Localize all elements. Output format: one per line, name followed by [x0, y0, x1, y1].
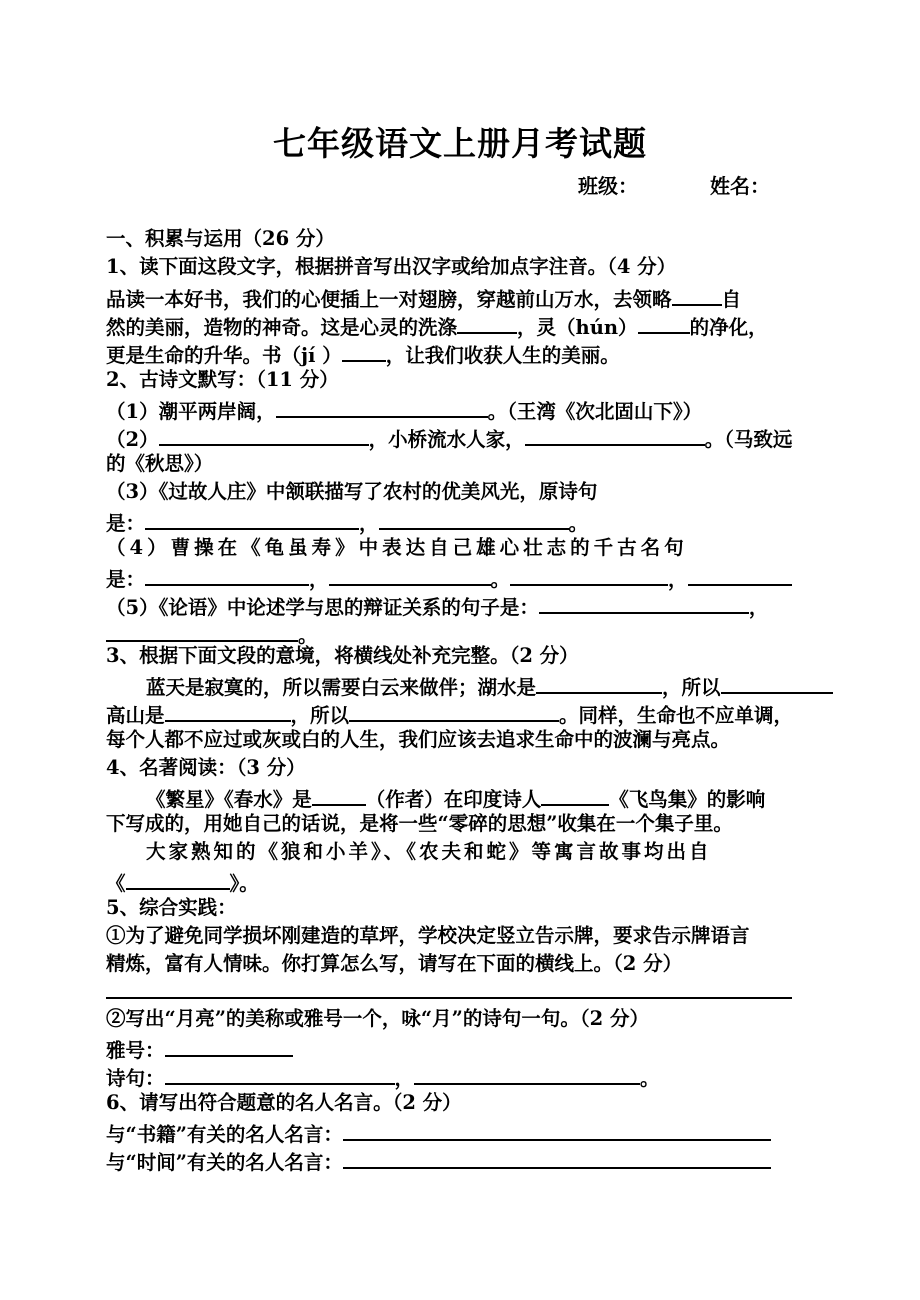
answer-blank[interactable]	[106, 618, 298, 642]
q3-text: 。同样，生命也不应单调，	[559, 704, 794, 727]
section-heading: 一、积累与运用（26 分）	[106, 227, 335, 250]
q3-text: 高山是	[106, 704, 165, 727]
q2-text: 。	[568, 512, 589, 535]
q2-text: 是：	[106, 512, 146, 535]
q3-line-3: 每个人都不应过或灰或白的人生，我们应该去追求生命中的波澜与亮点。	[106, 728, 731, 751]
answer-blank[interactable]	[165, 1033, 293, 1057]
q3-text: ，所以	[662, 676, 721, 699]
q2-item-3: （3）《过故人庄》中颔联描写了农村的优美风光，原诗句	[106, 480, 598, 503]
q4-text: 《繁星》《春水》是	[146, 788, 312, 811]
q4-text: （作者）在印度诗人	[365, 788, 542, 811]
q2-text: ，	[668, 568, 688, 591]
answer-blank[interactable]	[343, 1117, 771, 1141]
q5-text: 。	[640, 1067, 660, 1090]
q6-line-2	[106, 1145, 771, 1177]
q4-line-3: 大家熟知的《狼和小羊》、《农夫和蛇》等寓言故事均出自	[146, 840, 712, 863]
question-6-stem: 6、请写出符合题意的名人名言。（2 分）	[106, 1091, 462, 1114]
q2-text: （5）《论语》中论述学与思的辩证关系的句子是：	[106, 596, 539, 619]
q2-text: 是：	[106, 568, 146, 591]
answer-blank[interactable]	[457, 310, 517, 334]
page-title: 七年级语文上册月考试题	[273, 124, 647, 163]
answer-blank[interactable]	[126, 866, 230, 890]
answer-blank[interactable]	[343, 1145, 771, 1169]
answer-line[interactable]	[106, 997, 792, 999]
q5-b-line-1: ②写出“月亮”的美称或雅号一个，咏“月”的诗句一句。（2 分）	[106, 1007, 649, 1030]
q2-text: 。（马致远	[704, 428, 793, 451]
answer-blank[interactable]	[342, 338, 386, 362]
answer-blank[interactable]	[379, 506, 569, 530]
class-label: 班级：	[578, 174, 638, 198]
question-5-stem: 5、综合实践：	[106, 896, 237, 919]
q1-text: 然的美丽，造物的神奇。这是心灵的洗涤	[106, 316, 458, 339]
answer-blank[interactable]	[525, 422, 705, 446]
q5-a-line-2: 精炼，富有人情味。你打算怎么写，请写在下面的横线上。（2 分）	[106, 952, 683, 975]
answer-blank[interactable]	[165, 1061, 395, 1085]
q4-line-2: 下写成的，用她自己的话说，是将一些“零碎的思想”收集在一个集子里。	[106, 812, 733, 835]
q4-text: 《	[106, 872, 126, 895]
answer-blank[interactable]	[159, 422, 369, 446]
q2-text: ，	[359, 512, 379, 535]
q2-text: ，小桥流水人家，	[368, 428, 525, 451]
answer-blank[interactable]	[721, 670, 833, 694]
q1-text: 更是生命的升华。书（jí ）	[106, 344, 342, 367]
q2-item-4: （4）曹操在《龟虽寿》中表达自己雄心壮志的千古名句	[106, 536, 688, 559]
answer-blank[interactable]	[539, 590, 749, 614]
q1-text: ，灵（hún）	[517, 316, 638, 339]
answer-blank[interactable]	[541, 782, 609, 806]
question-2-stem: 2、古诗文默写：（11 分）	[106, 368, 339, 391]
q5-text: 诗句：	[106, 1067, 165, 1090]
q2-text: 。（王湾《次北固山下》）	[487, 400, 703, 423]
answer-blank[interactable]	[329, 562, 491, 586]
question-1-stem: 1、读下面这段文字，根据拼音写出汉字或给加点字注音。（4 分）	[106, 255, 677, 278]
name-label: 姓名：	[710, 174, 770, 198]
answer-blank[interactable]	[536, 670, 662, 694]
q5-a-line-1: ①为了避免同学损坏刚建造的草坪，学校决定竖立告示牌，要求告示牌语言	[106, 924, 750, 947]
q2-text: ，	[748, 596, 769, 619]
q5-text: 雅号：	[106, 1039, 165, 1062]
q2-text: 。	[490, 568, 511, 591]
answer-blank[interactable]	[414, 1061, 640, 1085]
q2-text: （2）	[106, 428, 159, 451]
answer-blank[interactable]	[276, 394, 488, 418]
class-name-line	[578, 170, 770, 199]
q2-text: 。	[298, 624, 318, 647]
q1-text: 的净化，	[689, 316, 768, 339]
q6-text: 与“时间”有关的名人名言：	[106, 1151, 343, 1174]
q1-text: 自	[721, 288, 742, 311]
q4-text: 》。	[229, 872, 259, 895]
q3-text: 蓝天是寂寞的，所以需要白云来做伴；湖水是	[146, 676, 537, 699]
question-3-stem: 3、根据下面文段的意境，将横线处补充完整。（2 分）	[106, 644, 579, 667]
answer-blank[interactable]	[638, 310, 690, 334]
answer-blank[interactable]	[165, 698, 291, 722]
q2-item-2-cont: 的《秋思》）	[106, 452, 214, 475]
answer-blank[interactable]	[145, 506, 359, 530]
q2-text: （1）潮平两岸阔，	[106, 400, 276, 423]
question-4-stem: 4、名著阅读：（3 分）	[106, 756, 306, 779]
q5-text: ，	[394, 1067, 415, 1090]
answer-blank[interactable]	[145, 562, 309, 586]
q4-text: 《飞鸟集》的影响	[609, 788, 766, 811]
q2-text: ，	[309, 568, 329, 591]
answer-blank[interactable]	[672, 282, 722, 306]
q6-text: 与“书籍”有关的名人名言：	[106, 1123, 343, 1146]
q3-text: ，所以	[290, 704, 350, 727]
answer-blank[interactable]	[688, 562, 792, 586]
q1-text: 品读一本好书，我们的心便插上一对翅膀，穿越前山万水，去领略	[106, 288, 672, 311]
answer-blank[interactable]	[349, 698, 559, 722]
answer-blank[interactable]	[312, 782, 366, 806]
q1-text: ，让我们收获人生的美丽。	[385, 344, 620, 367]
answer-blank[interactable]	[510, 562, 668, 586]
